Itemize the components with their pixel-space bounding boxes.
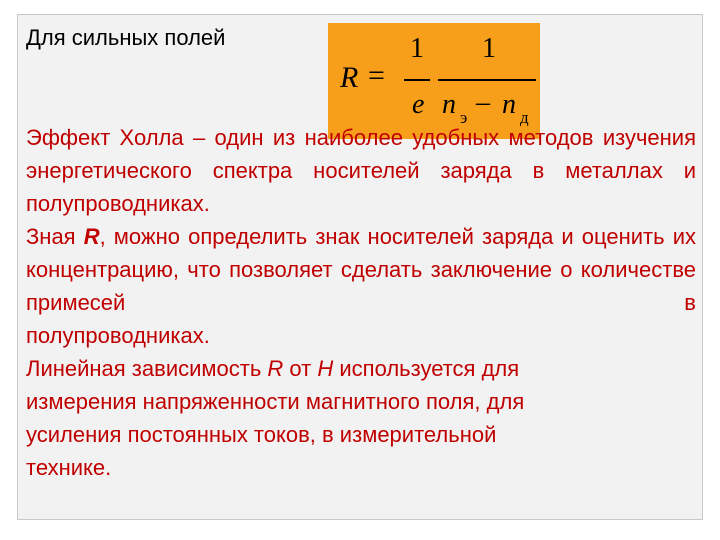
p3-text-1: Линейная зависимость [26,356,268,381]
formula-denominator-e: e [412,89,425,120]
formula-minus: – [476,87,490,118]
paragraph-hall-effect: Эффект Холла – один из наиболее удобных методов изучения энергетического спектра носителей заряда в металлах и полупроводниках. [26,125,696,216]
p2-text-1: Зная [26,224,84,249]
formula-n-electrons: n [442,89,456,120]
formula-fraction-bar-1 [404,79,430,81]
formula-equals: = [368,59,385,92]
formula-r: R [340,61,359,94]
p3-var-h: H [317,356,334,381]
paragraph-linear-line-1 [26,352,696,385]
p3-var-r: R [267,356,284,381]
p3-text-3: используется для [333,356,520,381]
paragraph-linear-line-2: измерения напряженности магнитного поля, для [26,389,525,414]
p3-text-2: от [283,356,318,381]
paragraph-linear-line-4: технике. [26,455,112,480]
formula-subscript-d: д [520,108,529,127]
paragraph-knowing-r-end: полупроводниках. [26,323,210,348]
formula-subscript-e: э [460,108,468,127]
slide [17,14,703,520]
paragraph-knowing-r [26,220,696,319]
paragraph-linear-line-3: усиления постоянных токов, в измерительной [26,422,497,447]
heading: Для сильных полей [26,25,226,50]
formula-numerator-1: 1 [410,33,424,64]
p2-var-r: R [83,224,100,249]
formula-numerator-2: 1 [482,33,496,64]
formula-n-holes: n [502,89,516,120]
p2-text-2: , можно определить знак носителей заряда и оценить их концентрацию, что позволяет сделать заключение о количестве примесей в [26,224,696,315]
formula-fraction-bar-2 [438,79,536,81]
body-text [26,121,696,484]
